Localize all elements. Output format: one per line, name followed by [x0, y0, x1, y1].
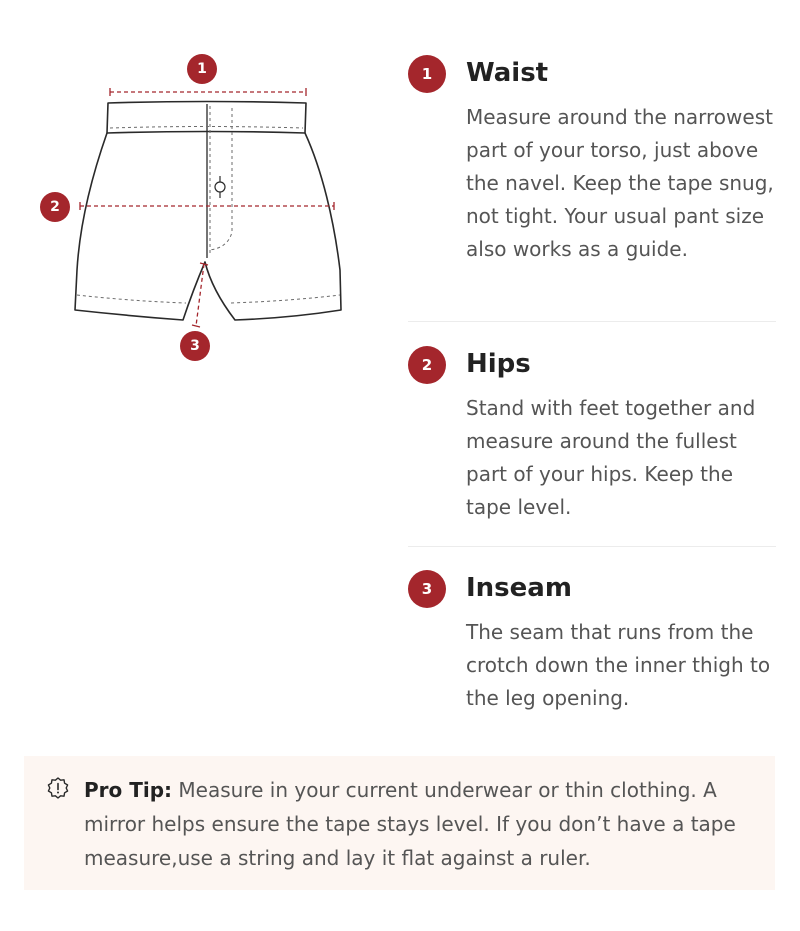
inseam-number-badge: 3 [408, 570, 446, 608]
shorts-measurement-diagram [0, 0, 380, 380]
hips-title: Hips [466, 349, 531, 379]
pro-tip-label: Pro Tip: [84, 778, 173, 802]
pro-tip-text [84, 773, 764, 875]
hips-marker: 2 [40, 192, 70, 222]
inseam-marker: 3 [180, 331, 210, 361]
waist-number-badge: 1 [408, 55, 446, 93]
alert-badge-icon [46, 776, 70, 800]
pro-tip-body: Measure in your current underwear or thin clothing. A mirror helps ensure the tape stays level. If you don’t have a tape measure,use a string and lay it flat against a ruler. [84, 778, 736, 870]
shorts-illustration [0, 0, 380, 380]
waist-title: Waist [466, 58, 549, 88]
waist-description: Measure around the narrowest part of your torso, just above the navel. Keep the tape snug, not tight. Your usual pant size also works as a guide. [466, 105, 774, 261]
hips-description: Stand with feet together and measure around the fullest part of your hips. Keep the tape level. [466, 396, 756, 519]
section-divider [408, 546, 776, 547]
waist-marker: 1 [187, 54, 217, 84]
section-divider [408, 321, 776, 322]
inseam-description: The seam that runs from the crotch down the inner thigh to the leg opening. [466, 620, 771, 710]
hips-number-badge: 2 [408, 346, 446, 384]
inseam-title: Inseam [466, 573, 572, 603]
pro-tip-box [24, 756, 775, 890]
